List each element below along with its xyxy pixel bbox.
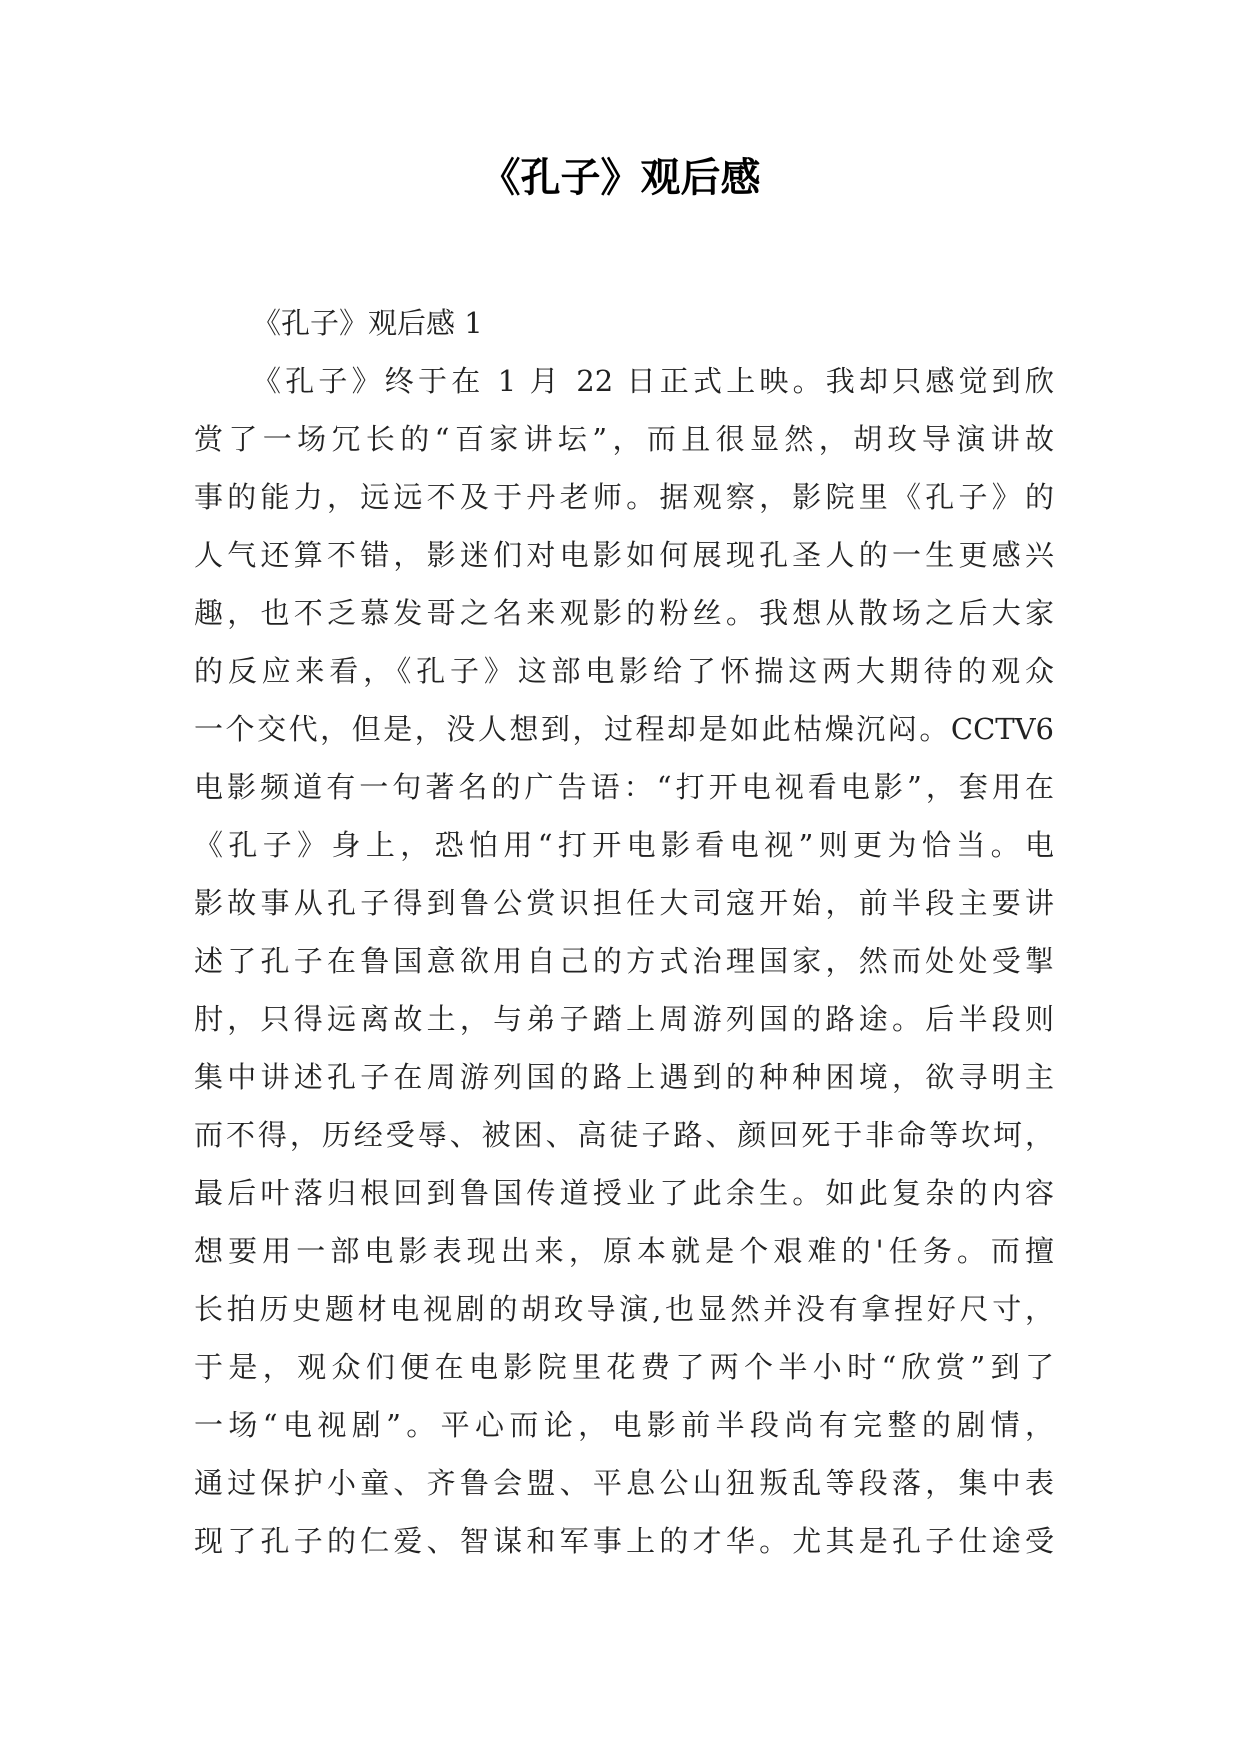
body-line: 肘，只得远离故土，与弟子踏上周游列国的路途。后半段则 [194, 1002, 1054, 1036]
body-line: 集中讲述孔子在周游列国的路上遇到的种种困境，欲寻明主 [194, 1060, 1054, 1094]
body-line: 影故事从孔子得到鲁公赏识担任大司寇开始，前半段主要讲 [194, 886, 1054, 920]
body-line: 电影频道有一句著名的广告语：“打开电视看电影”，套用在 [194, 770, 1054, 804]
body-line: 述了孔子在鲁国意欲用自己的方式治理国家，然而处处受掣 [194, 944, 1054, 978]
body-line: 一个交代，但是，没人想到，过程却是如此枯燥沉闷。CCTV6 [194, 712, 1054, 746]
body-line: 一场“电视剧”。平心而论，电影前半段尚有完整的剧情， [194, 1408, 1054, 1442]
body-line: 通过保护小童、齐鲁会盟、平息公山狃叛乱等段落，集中表 [194, 1466, 1054, 1500]
document-title: 《孔子》观后感 [480, 154, 761, 201]
body-line: 趣，也不乏慕发哥之名来观影的粉丝。我想从散场之后大家 [194, 596, 1054, 630]
document-body [194, 294, 1054, 1570]
body-line: 人气还算不错，影迷们对电影如何展现孔圣人的一生更感兴 [194, 538, 1054, 572]
section-heading: 《孔子》观后感 1 [252, 306, 483, 340]
body-line: 而不得，历经受辱、被困、高徒子路、颜回死于非命等坎坷， [194, 1118, 1054, 1152]
body-line: 《孔子》终于在 1 月 22 日正式上映。我却只感觉到欣 [252, 364, 1054, 398]
body-line: 《孔子》身上，恐怕用“打开电影看电视”则更为恰当。电 [194, 828, 1054, 862]
body-line: 最后叶落归根回到鲁国传道授业了此余生。如此复杂的内容 [194, 1176, 1054, 1210]
body-line: 现了孔子的仁爱、智谋和军事上的才华。尤其是孔子仕途受 [194, 1524, 1054, 1558]
body-line: 事的能力，远远不及于丹老师。据观察，影院里《孔子》的 [194, 480, 1054, 514]
body-line: 长拍历史题材电视剧的胡玫导演,也显然并没有拿捏好尺寸， [194, 1292, 1054, 1326]
body-line: 的反应来看，《孔子》这部电影给了怀揣这两大期待的观众 [194, 654, 1054, 688]
body-line: 于是，观众们便在电影院里花费了两个半小时“欣赏”到了 [194, 1350, 1054, 1384]
body-line: 赏了一场冗长的“百家讲坛”，而且很显然，胡玫导演讲故 [194, 422, 1054, 456]
body-line: 想要用一部电影表现出来，原本就是个艰难的'任务。而擅 [194, 1234, 1054, 1268]
